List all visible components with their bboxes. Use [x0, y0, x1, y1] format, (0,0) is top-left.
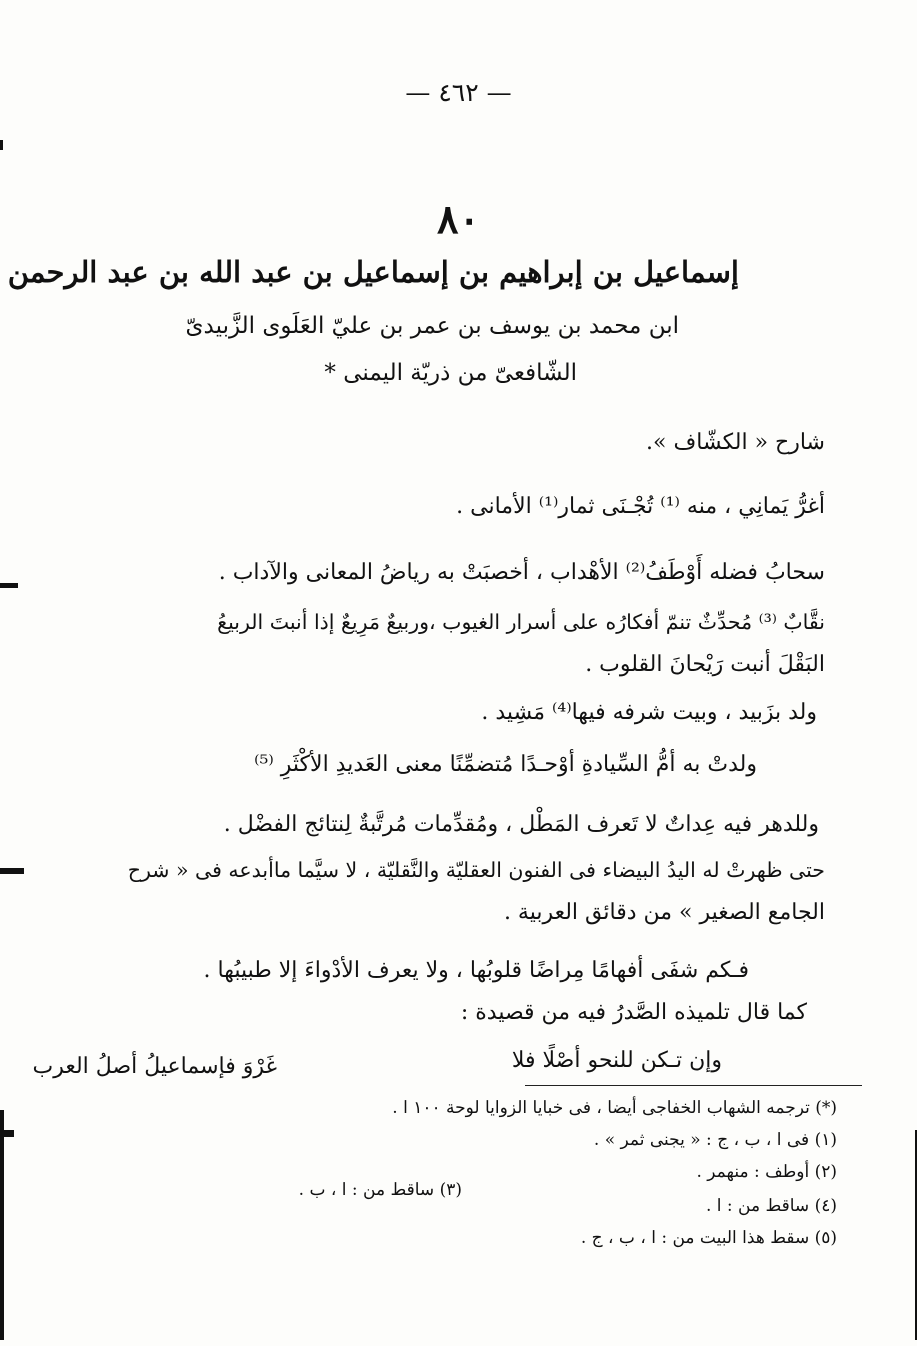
verse-hemistich-second: غَرْوَ فإسماعيلُ أصلُ العرب — [32, 1054, 277, 1079]
body-line: أغرُّ يَمانِي ، منه ⁽¹⁾ تُجْـنَى ثمار⁽¹⁾ الأمانى . — [456, 494, 825, 519]
scan-edge-mark — [0, 1110, 4, 1340]
scan-edge-mark — [0, 868, 24, 874]
body-line: ولد بزَبيد ، وبيت شرفه فيها⁽⁴⁾ مَشِيد . — [481, 700, 817, 725]
footnote: (*) ترجمه الشهاب الخفاجى أيضا ، فى خبايا الزوايا لوحة ١٠٠ ا . — [392, 1098, 837, 1118]
footnote: (١) فى ا ، ب ، ج : « يجنى ثمر » . — [593, 1130, 837, 1150]
body-line: سحابُ فضله أَوْطَفُ⁽²⁾ الأهْداب ، أخصبَتْ به رياضُ المعانى والآداب . — [218, 560, 825, 585]
entry-heading-line-1: إسماعيل بن إبراهيم بن إسماعيل بن عبد الله بن عبد الرحمن — [7, 255, 739, 289]
scan-edge-mark — [0, 140, 3, 150]
footnote: (٢) أوطف : منهمر . — [696, 1162, 837, 1182]
verse-hemistich-first: وإن تـكن للنحو أصْلًا فلا — [511, 1048, 722, 1073]
body-line: نقَّابٌ ⁽³⁾ مُحدِّثٌ تنمّ أفكارُه على أسرار الغيوب ،وربيعٌ مَرِيعٌ إذا أنبتَ الربيعُ — [217, 610, 825, 634]
entry-heading-line-2: ابن محمد بن يوسف بن عمر بن عليّ العَلَوى الزَّبيدىّ — [185, 313, 679, 339]
scan-edge-mark — [0, 583, 18, 588]
entry-number: ٨٠ — [437, 196, 480, 243]
verse-line: ولدتْ به أمُّ السِّيادةِ أوْحـدًا مُتضمِّنًا معنى العَديدِ الأكْثَرِ ⁽⁵⁾ — [254, 752, 757, 777]
body-line: فـكم شفَى أفهامًا مِراضًا قلوبُها ، ولا يعرف الأدْواءَ إلا طبيبُها . — [203, 958, 749, 983]
footnote: (٤) ساقط من : ا . — [705, 1196, 837, 1216]
footnote: (٥) سقط هذا البيت من : ا ، ب ، ج . — [580, 1228, 837, 1248]
body-line: الجامع الصغير » من دقائق العربية . — [503, 900, 825, 925]
footnote: (٣) ساقط من : ا ، ب . — [298, 1180, 462, 1200]
page-number: — ٤٦٢ — — [405, 78, 512, 107]
body-line: البَقْلَ أنبت رَيْحانَ القلوب . — [585, 652, 825, 677]
footnote-separator — [525, 1085, 862, 1086]
body-line: شارح « الكشّاف ». — [646, 430, 825, 455]
body-line: كما قال تلميذه الصَّدرُ فيه من قصيدة : — [460, 1000, 807, 1025]
body-line: حتى ظهرتْ له اليدُ البيضاء فى الفنون العقليّة والنَّقليّة ، لا سيَّما ماأبدعه فى « شرح — [127, 858, 825, 882]
entry-heading-line-3: الشّافعىّ من ذريّة اليمنى * — [324, 360, 577, 386]
body-line: وللدهر فيه عِداتٌ لا تَعرف المَطْل ، ومُقدِّمات مُرتَّبةٌ لِنتائج الفضْل . — [223, 812, 819, 837]
